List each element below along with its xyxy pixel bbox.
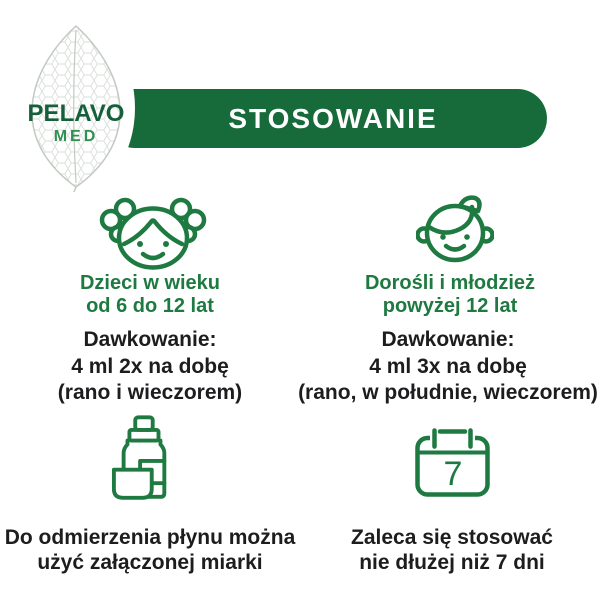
measuring-caption-line2: użyć załączonej miarki — [37, 551, 263, 574]
brand-name: PELAVO — [27, 100, 125, 127]
children-dosage — [0, 327, 300, 407]
adults-dosage-amount: 4 ml 3x na dobę — [369, 354, 527, 378]
children-age-heading — [0, 272, 300, 318]
brand-subname: MED — [53, 128, 99, 145]
calendar-icon — [414, 427, 491, 498]
children-dosage-amount: 4 ml 2x na dobę — [71, 354, 229, 378]
adults-dosage — [293, 327, 600, 407]
children-dosage-label: Dawkowanie: — [83, 328, 217, 351]
banner-title: STOSOWANIE — [228, 102, 438, 134]
measuring-cup-caption — [0, 525, 300, 575]
adults-age-line1: Dorośli i młodzież — [364, 272, 536, 294]
usage-banner — [105, 89, 547, 148]
duration-caption — [302, 525, 600, 575]
children-age-line2: od 6 do 12 lat — [86, 295, 214, 317]
boy-face-icon — [416, 193, 494, 265]
adults-dosage-label: Dawkowanie: — [381, 328, 515, 351]
duration-caption-line1: Zaleca się stosować — [351, 526, 553, 549]
measuring-caption-line1: Do odmierzenia płynu można — [4, 526, 296, 549]
bottle-measuring-cup-icon — [111, 415, 175, 503]
adults-age-heading — [296, 272, 600, 318]
children-dosage-timing: (rano i wieczorem) — [57, 381, 243, 404]
adults-dosage-timing: (rano, w południe, wieczorem) — [298, 381, 598, 404]
adults-age-line2: powyżej 12 lat — [382, 295, 518, 317]
children-age-line1: Dzieci w wieku — [79, 272, 221, 294]
calendar-day-number: 7 — [443, 455, 463, 493]
duration-caption-line2: nie dłużej niż 7 dni — [359, 551, 545, 574]
girl-face-icon — [98, 196, 208, 270]
